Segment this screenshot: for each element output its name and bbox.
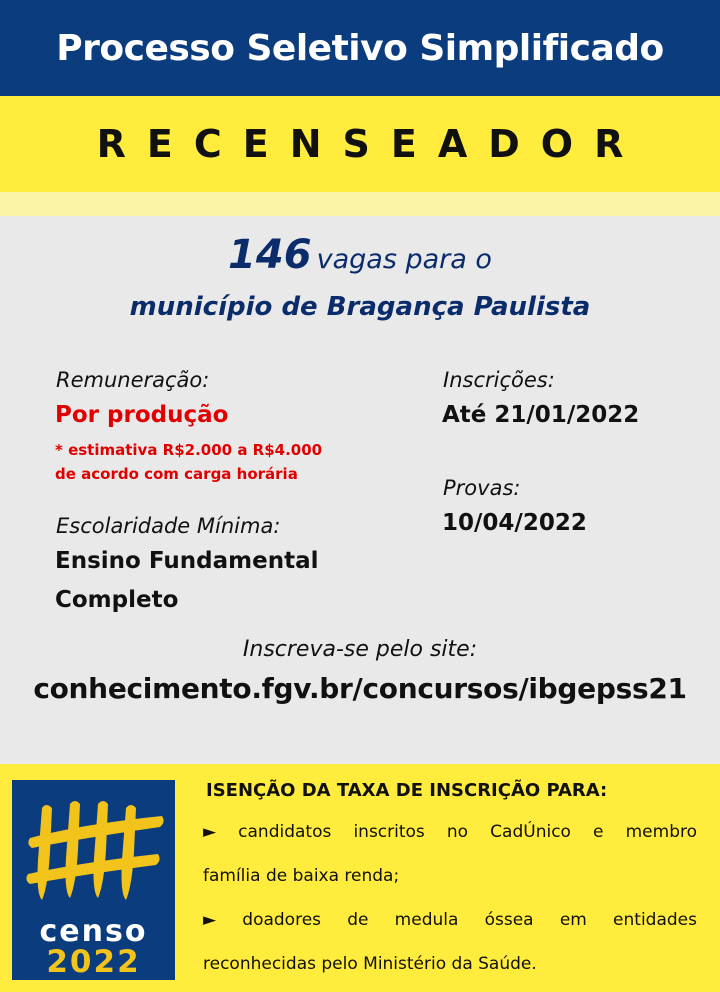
inscricoes-label: Inscrições: [443,368,555,392]
isencao-panel [0,764,720,992]
logo-censo-text: censo [39,914,148,949]
word: entidades [613,910,697,930]
escolaridade-label: Escolaridade Mínima: [56,514,281,538]
isencao-item-2 [203,898,697,986]
remuneracao-label: Remuneração: [56,368,210,392]
vagas-line [0,232,720,278]
bullet-icon: ► [203,910,217,930]
header-bar [0,0,720,96]
isencao-title: ISENÇÃO DA TAXA DE INSCRIÇÃO PARA: [206,780,608,801]
isencao-item-2-line-2: reconhecidas pelo Ministério da Saúde. [203,954,537,974]
vagas-number: 146 [228,232,312,278]
censo-logo [12,780,175,980]
logo-year-text: 2022 [46,944,141,980]
word: CadÚnico [490,822,571,842]
remuneracao-note-2: de acordo com carga horária [55,465,298,483]
word: inscritos [353,822,425,842]
site-label: Inscreva-se pelo site: [242,637,478,662]
divider-strip [0,192,720,216]
word: no [446,822,469,842]
word: membro [625,822,697,842]
word: em [559,910,587,930]
isencao-item-1-line-2: família de baixa renda; [203,866,400,886]
isencao-item-2-line-1 [203,898,697,942]
provas-label: Provas: [443,476,521,500]
role-title: RECENSEADOR [96,122,645,166]
site-url[interactable]: conhecimento.fgv.br/concursos/ibgepss21 [33,672,687,705]
word: medula [394,910,459,930]
isencao-item-1-line-1 [203,810,697,854]
remuneracao-value: Por produção [55,402,229,428]
isencao-item-1 [203,810,697,898]
inscricoes-value: Até 21/01/2022 [442,402,640,428]
word: doadores [242,910,322,930]
remuneracao-note-1: * estimativa R$2.000 a R$4.000 [55,441,323,459]
escolaridade-value-1: Ensino Fundamental [55,548,319,574]
word: candidatos [238,822,332,842]
bullet-icon: ► [203,822,217,842]
provas-value: 10/04/2022 [442,510,587,536]
escolaridade-value-2: Completo [55,587,179,613]
municipio-name: município de Bragança Paulista [129,292,591,322]
role-band [0,96,720,192]
vagas-text: vagas para o [316,244,492,275]
word: e [593,822,604,842]
page-title: Processo Seletivo Simplificado [56,27,664,69]
word: óssea [484,910,534,930]
word: de [347,910,369,930]
